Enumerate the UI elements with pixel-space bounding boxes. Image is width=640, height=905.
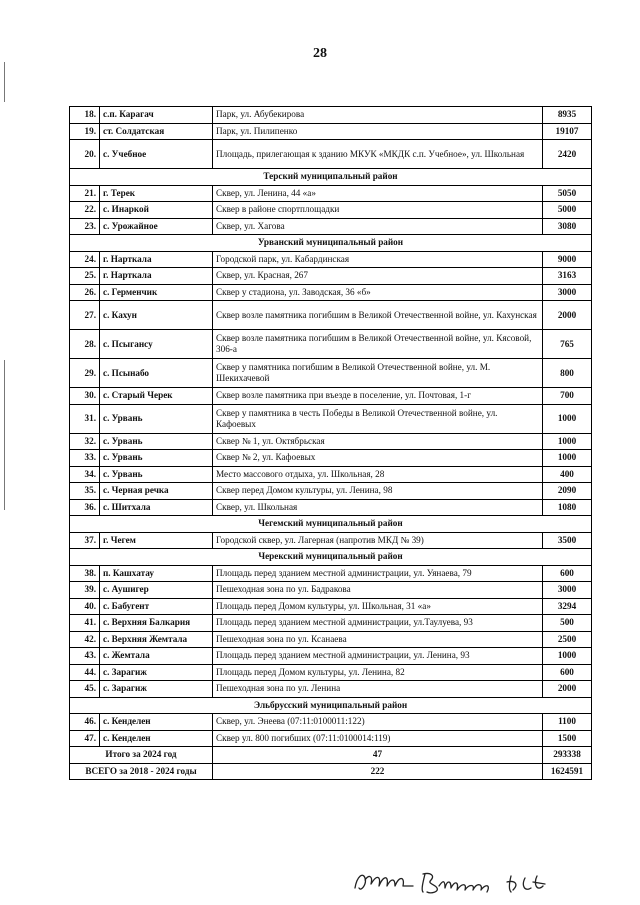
object-cell: Городской сквер, ул. Лагерная (напротив МКД № 39) [213, 532, 543, 549]
object-cell: Сквер № 2, ул. Кафоевых [213, 450, 543, 467]
row-number-cell: 29. [70, 359, 100, 388]
settlement-cell: с. Шитхала [100, 499, 213, 516]
area-cell: 500 [543, 615, 592, 632]
settlement-cell: г. Чегем [100, 532, 213, 549]
object-cell: Сквер, ул. Энеева (07:11:0100011:122) [213, 714, 543, 731]
area-cell: 400 [543, 466, 592, 483]
object-cell: Парк, ул. Пилипенко [213, 123, 543, 140]
total-count-cell: 47 [213, 747, 543, 764]
object-cell: Пешеходная зона по ул. Бадракова [213, 582, 543, 599]
row-number-cell: 31. [70, 404, 100, 433]
area-cell: 600 [543, 664, 592, 681]
object-cell: Площадь, прилегающая к зданию МКУК «МКДК с.п. Учебное», ул. Школьная [213, 140, 543, 169]
area-cell: 1000 [543, 450, 592, 467]
table-row [70, 598, 592, 615]
page-number: 28 [313, 46, 327, 61]
area-cell: 3163 [543, 268, 592, 285]
row-number-cell: 46. [70, 714, 100, 731]
settlement-cell: с. Верхняя Жемтала [100, 631, 213, 648]
object-cell: Площадь перед зданием местной администрации, ул. Уянаева, 79 [213, 565, 543, 582]
settlement-cell: с. Урожайное [100, 218, 213, 235]
table-row [70, 202, 592, 219]
area-cell: 1000 [543, 404, 592, 433]
settlement-cell: с. Кенделен [100, 730, 213, 747]
area-cell: 3000 [543, 284, 592, 301]
region-header-row [70, 235, 592, 252]
table-row [70, 251, 592, 268]
object-cell: Площадь перед зданием местной администрации, ул. Ленина, 93 [213, 648, 543, 665]
row-number-cell: 19. [70, 123, 100, 140]
row-number-cell: 32. [70, 433, 100, 450]
area-cell: 2500 [543, 631, 592, 648]
settlement-cell: с. Старый Черек [100, 388, 213, 405]
object-cell: Сквер в районе спортплощадки [213, 202, 543, 219]
row-number-cell: 39. [70, 582, 100, 599]
table-row [70, 499, 592, 516]
table-row [70, 664, 592, 681]
row-number-cell: 42. [70, 631, 100, 648]
settlement-cell: с. Верхняя Балкария [100, 615, 213, 632]
row-number-cell: 25. [70, 268, 100, 285]
area-cell: 3000 [543, 582, 592, 599]
total-row [70, 763, 592, 780]
settlement-cell: с. Жемтала [100, 648, 213, 665]
region-header-row [70, 549, 592, 566]
table-row [70, 565, 592, 582]
row-number-cell: 22. [70, 202, 100, 219]
object-cell: Сквер у стадиона, ул. Заводская, 36 «б» [213, 284, 543, 301]
table-row [70, 107, 592, 124]
settlement-cell: г. Терек [100, 185, 213, 202]
object-cell: Площадь перед Домом культуры, ул. Школьная, 31 «а» [213, 598, 543, 615]
area-cell: 1000 [543, 433, 592, 450]
table-row [70, 359, 592, 388]
area-cell: 5050 [543, 185, 592, 202]
object-cell: Сквер, ул. Хагова [213, 218, 543, 235]
settlement-cell: с. Аушигер [100, 582, 213, 599]
area-cell: 800 [543, 359, 592, 388]
area-cell: 1100 [543, 714, 592, 731]
settlement-cell: г. Нарткала [100, 251, 213, 268]
area-cell: 1080 [543, 499, 592, 516]
area-cell: 19107 [543, 123, 592, 140]
area-cell: 2420 [543, 140, 592, 169]
table-row [70, 730, 592, 747]
settlement-cell: с. Урвань [100, 466, 213, 483]
settlement-cell: с. Зарагиж [100, 681, 213, 698]
settlement-cell: с. Урвань [100, 404, 213, 433]
table-row [70, 681, 592, 698]
row-number-cell: 44. [70, 664, 100, 681]
area-cell: 8935 [543, 107, 592, 124]
total-label-cell: Итого за 2024 год [70, 747, 213, 764]
area-cell: 3080 [543, 218, 592, 235]
area-cell: 2000 [543, 681, 592, 698]
row-number-cell: 24. [70, 251, 100, 268]
table-row [70, 483, 592, 500]
settlement-cell: с. Псынабо [100, 359, 213, 388]
table-row [70, 268, 592, 285]
object-cell: Сквер, ул. Красная, 267 [213, 268, 543, 285]
table-row [70, 532, 592, 549]
total-label-cell: ВСЕГО за 2018 - 2024 годы [70, 763, 213, 780]
settlement-cell: с. Герменчик [100, 284, 213, 301]
settlement-cell: с. Кенделен [100, 714, 213, 731]
object-cell: Сквер, ул. Ленина, 44 «а» [213, 185, 543, 202]
row-number-cell: 18. [70, 107, 100, 124]
table-row [70, 140, 592, 169]
settlement-cell: г. Нарткала [100, 268, 213, 285]
area-cell: 5000 [543, 202, 592, 219]
settlement-cell: с. Бабугент [100, 598, 213, 615]
row-number-cell: 38. [70, 565, 100, 582]
row-number-cell: 27. [70, 301, 100, 330]
table-row [70, 284, 592, 301]
object-cell: Сквер перед Домом культуры, ул. Ленина, 98 [213, 483, 543, 500]
settlement-cell: с. Псыгансу [100, 330, 213, 359]
settlement-cell: с. Зарагиж [100, 664, 213, 681]
row-number-cell: 40. [70, 598, 100, 615]
region-header-row [70, 697, 592, 714]
object-cell: Сквер возле памятника при въезде в поселение, ул. Почтовая, 1-г [213, 388, 543, 405]
table-row [70, 301, 592, 330]
total-area-cell: 1624591 [543, 763, 592, 780]
table-row [70, 582, 592, 599]
total-row [70, 747, 592, 764]
area-cell: 1500 [543, 730, 592, 747]
area-cell: 765 [543, 330, 592, 359]
row-number-cell: 33. [70, 450, 100, 467]
settlement-cell: с.п. Карагач [100, 107, 213, 124]
total-count-cell: 222 [213, 763, 543, 780]
table-row [70, 714, 592, 731]
object-cell: Площадь перед Домом культуры, ул. Ленина, 82 [213, 664, 543, 681]
object-cell: Пешеходная зона по ул. Ксанаева [213, 631, 543, 648]
table-row [70, 330, 592, 359]
region-header-row [70, 169, 592, 186]
object-cell: Сквер возле памятника погибшим в Великой Отечественной войне, ул. Кясовой, 306-а [213, 330, 543, 359]
parks-table [69, 106, 592, 780]
region-header: Чегемский муниципальный район [70, 516, 592, 533]
row-number-cell: 45. [70, 681, 100, 698]
table-row [70, 218, 592, 235]
region-header: Урванский муниципальный район [70, 235, 592, 252]
object-cell: Сквер № 1, ул. Октябрьская [213, 433, 543, 450]
settlement-cell: с. Инаркой [100, 202, 213, 219]
table-row [70, 123, 592, 140]
region-header: Черекский муниципальный район [70, 549, 592, 566]
table-row [70, 466, 592, 483]
object-cell: Парк, ул. Абубекирова [213, 107, 543, 124]
object-cell: Городской парк, ул. Кабардинская [213, 251, 543, 268]
object-cell: Площадь перед зданием местной администрации, ул.Таулуева, 93 [213, 615, 543, 632]
row-number-cell: 26. [70, 284, 100, 301]
row-number-cell: 41. [70, 615, 100, 632]
row-number-cell: 35. [70, 483, 100, 500]
total-area-cell: 293338 [543, 747, 592, 764]
margin-mark-top [4, 62, 5, 102]
row-number-cell: 43. [70, 648, 100, 665]
object-cell: Сквер, ул. Школьная [213, 499, 543, 516]
region-header: Терский муниципальный район [70, 169, 592, 186]
table-row [70, 450, 592, 467]
settlement-cell: п. Кашхатау [100, 565, 213, 582]
row-number-cell: 47. [70, 730, 100, 747]
row-number-cell: 34. [70, 466, 100, 483]
row-number-cell: 20. [70, 140, 100, 169]
region-header-row [70, 516, 592, 533]
object-cell: Место массового отдыха, ул. Школьная, 28 [213, 466, 543, 483]
settlement-cell: с. Урвань [100, 450, 213, 467]
object-cell: Сквер у памятника в честь Победы в Великой Отечественной войне, ул. Кафоевых [213, 404, 543, 433]
table-body [70, 107, 592, 780]
area-cell: 9000 [543, 251, 592, 268]
object-cell: Сквер у памятника погибшим в Великой Отечественной войне, ул. М. Шекихачевой [213, 359, 543, 388]
settlement-cell: с. Кахун [100, 301, 213, 330]
row-number-cell: 28. [70, 330, 100, 359]
object-cell: Сквер ул. 800 погибших (07:11:0100014:119) [213, 730, 543, 747]
row-number-cell: 30. [70, 388, 100, 405]
object-cell: Сквер возле памятника погибшим в Великой Отечественной войне, ул. Кахунская [213, 301, 543, 330]
handwritten-signature [347, 862, 597, 900]
row-number-cell: 23. [70, 218, 100, 235]
table-row [70, 433, 592, 450]
area-cell: 2000 [543, 301, 592, 330]
settlement-cell: ст. Солдатская [100, 123, 213, 140]
table-row [70, 388, 592, 405]
area-cell: 3500 [543, 532, 592, 549]
area-cell: 2090 [543, 483, 592, 500]
row-number-cell: 37. [70, 532, 100, 549]
area-cell: 1000 [543, 648, 592, 665]
table-row [70, 648, 592, 665]
row-number-cell: 36. [70, 499, 100, 516]
settlement-cell: с. Урвань [100, 433, 213, 450]
margin-mark-bottom [4, 360, 5, 510]
settlement-cell: с. Учебное [100, 140, 213, 169]
area-cell: 3294 [543, 598, 592, 615]
row-number-cell: 21. [70, 185, 100, 202]
table-row [70, 404, 592, 433]
object-cell: Пешеходная зона по ул. Ленина [213, 681, 543, 698]
area-cell: 600 [543, 565, 592, 582]
region-header: Эльбрусский муниципальный район [70, 697, 592, 714]
settlement-cell: с. Черная речка [100, 483, 213, 500]
table-row [70, 615, 592, 632]
table-row [70, 631, 592, 648]
table-row [70, 185, 592, 202]
area-cell: 700 [543, 388, 592, 405]
